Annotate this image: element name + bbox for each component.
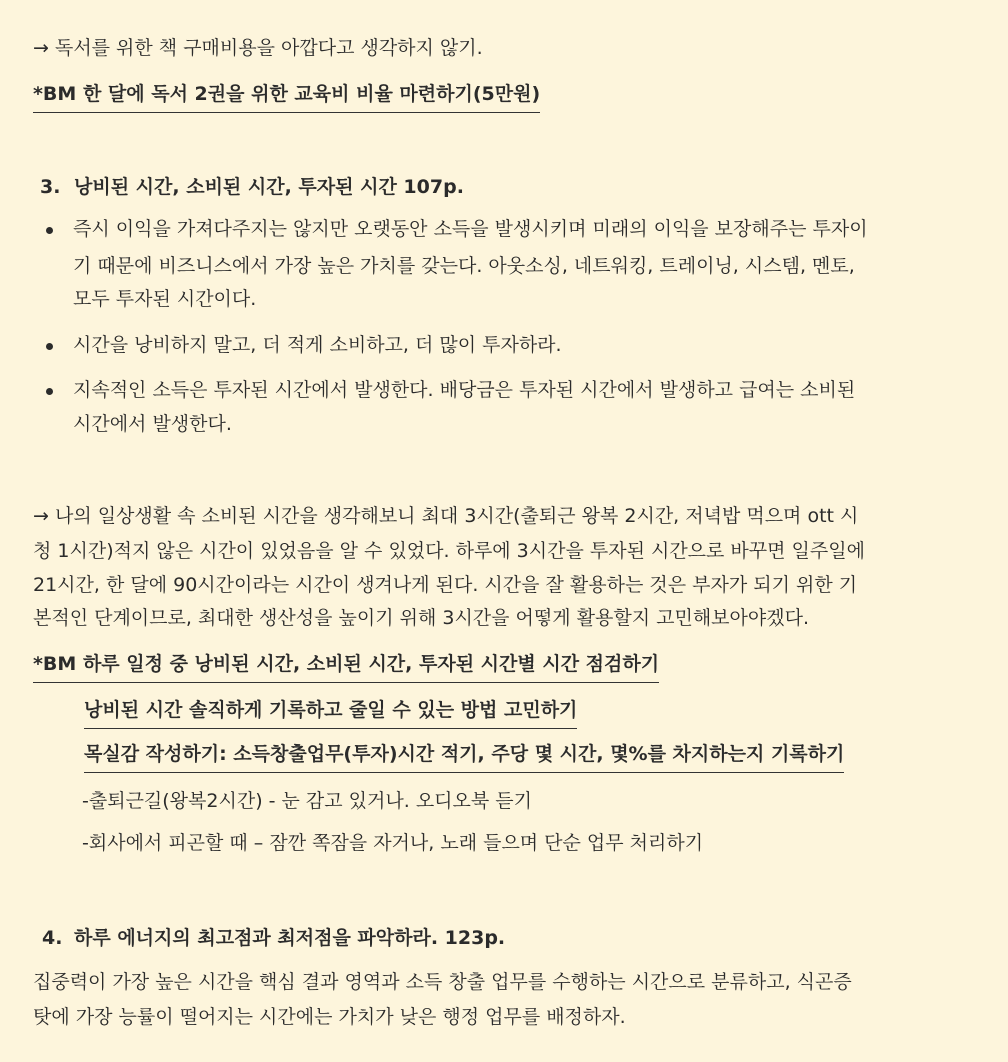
bullet-1-line-2: 기 때문에 비즈니스에서 가장 높은 가치를 갖는다. 아웃소싱, 네트워킹, 트레이닝, 시스템, 멘토, bbox=[73, 255, 855, 277]
section-3-title: 낭비된 시간, 소비된 시간, 투자된 시간 107p. bbox=[74, 176, 464, 198]
bullet-3-line-2: 시간에서 발생한다. bbox=[73, 413, 232, 435]
section-4-line-2: 탓에 가장 능률이 떨어지는 시간에는 가치가 낮은 행정 업무를 배정하자. bbox=[33, 1006, 626, 1028]
section-4-title: 하루 에너지의 최고점과 최저점을 파악하라. 123p. bbox=[74, 927, 506, 949]
reflection-line-4: 본적인 단계이므로, 최대한 생산성을 높이기 위해 3시간을 어떻게 활용할지 고민해보아야겠다. bbox=[33, 607, 809, 629]
reflection-line-1: → 나의 일상생활 속 소비된 시간을 생각해보니 최대 3시간(출퇴근 왕복 2시간, 저녁밥 먹으며 ott 시 bbox=[33, 505, 859, 527]
intro-line: → 독서를 위한 책 구매비용을 아깝다고 생각하지 않기. bbox=[33, 37, 483, 59]
bullet-1-line-3: 모두 투자된 시간이다. bbox=[73, 288, 257, 310]
section-4-number: 4. bbox=[42, 927, 63, 949]
bullet-2-line-1: 시간을 낭비하지 말고, 더 적게 소비하고, 더 많이 투자하라. bbox=[73, 334, 562, 356]
bullet-dot bbox=[46, 343, 53, 350]
bm-item-commute: -출퇴근길(왕복2시간) - 눈 감고 있거나. 오디오북 듣기 bbox=[82, 790, 532, 812]
section-4-line-1: 집중력이 가장 높은 시간을 핵심 결과 영역과 소득 창출 업무를 수행하는 시간으로 분류하고, 식곤증 bbox=[33, 971, 852, 993]
bullet-3-line-1: 지속적인 소득은 투자된 시간에서 발생한다. 배당금은 투자된 시간에서 발생하고 급여는 소비된 bbox=[73, 379, 856, 401]
bm-item-office: -회사에서 피곤할 때 – 잠깐 쪽잠을 자거나, 노래 들으며 단순 업무 처리하기 bbox=[82, 832, 704, 854]
bm-sub-item-2: 목실감 작성하기: 소득창출업무(투자)시간 적기, 주당 몇 시간, 몇%를 차지하는지 기록하기 bbox=[84, 743, 844, 773]
section-3-bm-heading: *BM 하루 일정 중 낭비된 시간, 소비된 시간, 투자된 시간별 시간 점검하기 bbox=[33, 653, 659, 683]
intro-bm-heading: *BM 한 달에 독서 2권을 위한 교육비 비율 마련하기(5만원) bbox=[33, 83, 540, 113]
bm-sub-item-1: 낭비된 시간 솔직하게 기록하고 줄일 수 있는 방법 고민하기 bbox=[84, 699, 577, 729]
reflection-line-2: 청 1시간)적지 않은 시간이 있었음을 알 수 있었다. 하루에 3시간을 투자된 시간으로 바꾸면 일주일에 bbox=[33, 540, 865, 562]
bullet-1-line-1: 즉시 이익을 가져다주지는 않지만 오랫동안 소득을 발생시키며 미래의 이익을 보장해주는 투자이 bbox=[73, 218, 868, 240]
bullet-dot bbox=[46, 227, 53, 234]
reflection-line-3: 21시간, 한 달에 90시간이라는 시간이 생겨나게 된다. 시간을 잘 활용하는 것은 부자가 되기 위한 기 bbox=[33, 574, 858, 596]
bullet-dot bbox=[46, 388, 53, 395]
section-3-number: 3. bbox=[40, 176, 61, 198]
